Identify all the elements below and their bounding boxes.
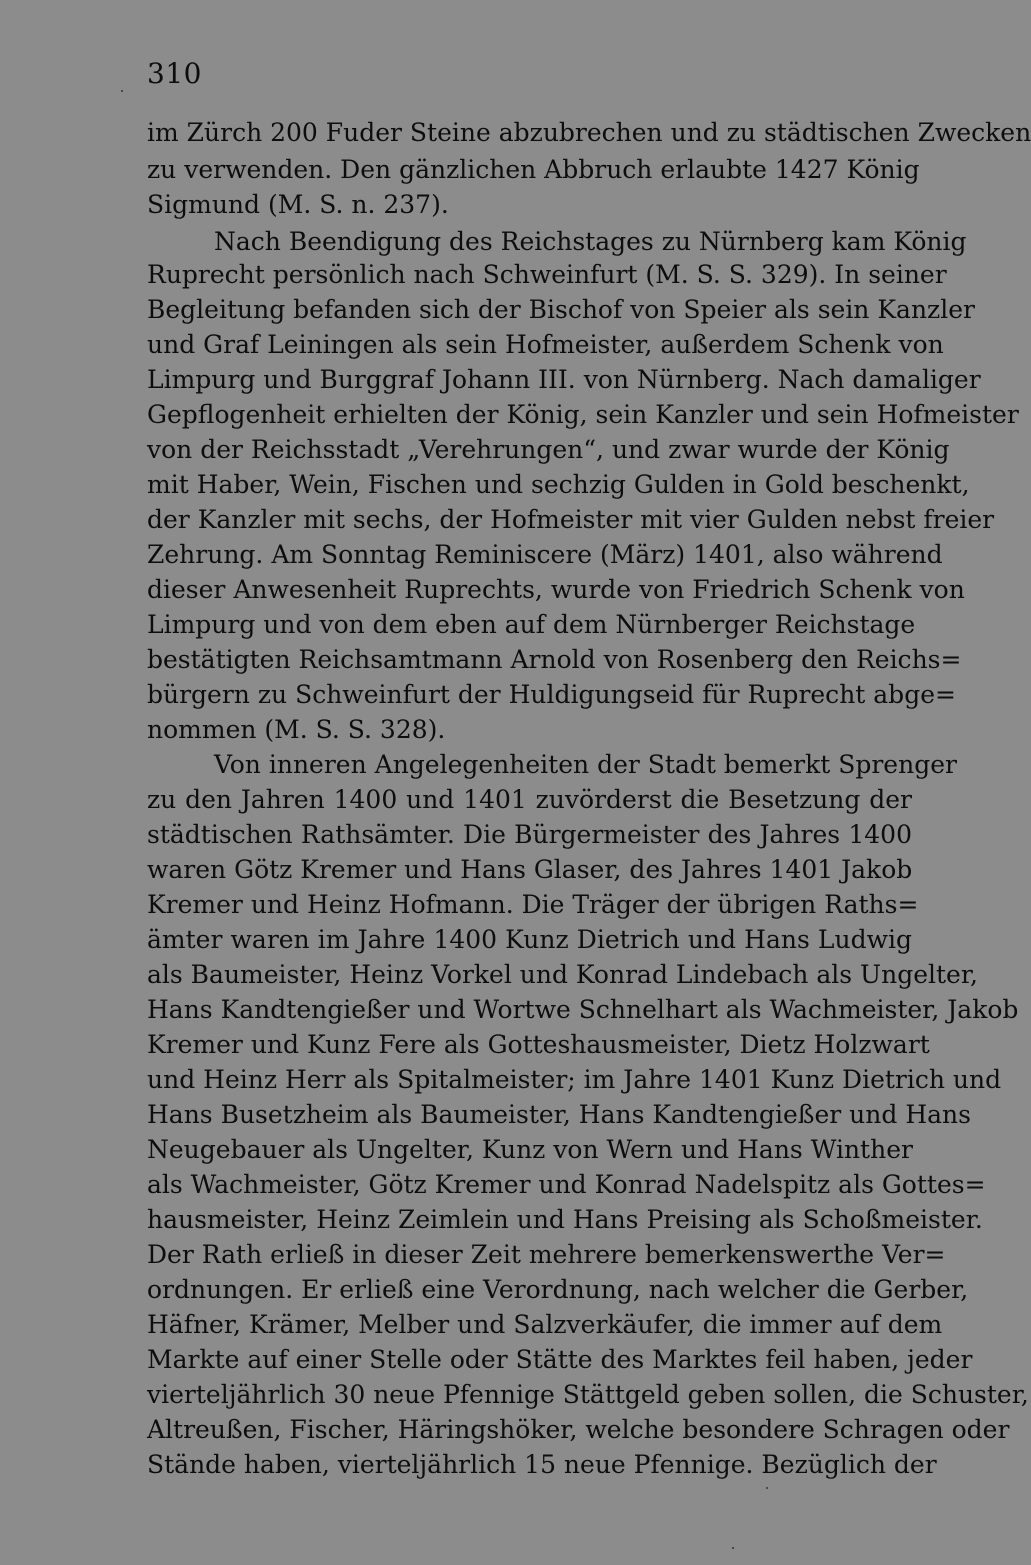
text-line-10: von der Reichsstadt „Verehrungen“, und zwar wurde der König — [147, 435, 950, 464]
text-line-31: als Wachmeister, Götz Kremer und Konrad Nadelspitz als Gottes= — [147, 1170, 986, 1199]
text-line-22: waren Götz Kremer und Hans Glaser, des Jahres 1401 Jakob — [147, 855, 913, 884]
text-line-20: zu den Jahren 1400 und 1401 zuvörderst die Besetzung der — [147, 785, 912, 814]
text-line-25: als Baumeister, Heinz Vorkel und Konrad Lindebach als Ungelter, — [147, 960, 978, 989]
text-line-24: ämter waren im Jahre 1400 Kunz Dietrich und Hans Ludwig — [147, 925, 912, 954]
text-line-37: vierteljährlich 30 neue Pfennige Stättgeld geben sollen, die Schuster, — [147, 1380, 1029, 1409]
text-line-11: mit Haber, Wein, Fischen und sechzig Gulden in Gold beschenkt, — [147, 470, 970, 499]
text-line-12: der Kanzler mit sechs, der Hofmeister mit vier Gulden nebst freier — [147, 505, 995, 534]
text-line-21: städtischen Rathsämter. Die Bürgermeister des Jahres 1400 — [147, 820, 912, 849]
text-line-23: Kremer und Heinz Hofmann. Die Träger der übrigen Raths= — [147, 890, 919, 919]
text-line-8: Limpurg und Burggraf Johann III. von Nürnberg. Nach damaliger — [147, 365, 981, 394]
text-line-15: Limpurg und von dem eben auf dem Nürnberger Reichstage — [147, 610, 916, 639]
text-line-16: bestätigten Reichsamtmann Arnold von Rosenberg den Reichs= — [147, 645, 962, 674]
text-line-17: bürgern zu Schweinfurt der Huldigungseid für Ruprecht abge= — [147, 680, 956, 709]
text-line-7: und Graf Leiningen als sein Hofmeister, außerdem Schenk von — [147, 330, 944, 359]
text-line-2: zu verwenden. Den gänzlichen Abbruch erlaubte 1427 König — [147, 155, 920, 184]
text-line-14: dieser Anwesenheit Ruprechts, wurde von Friedrich Schenk von — [147, 575, 965, 604]
text-line-6: Begleitung befanden sich der Bischof von Speier als sein Kanzler — [147, 295, 975, 324]
text-line-29: Hans Busetzheim als Baumeister, Hans Kandtengießer und Hans — [147, 1100, 971, 1129]
text-line-39: Stände haben, vierteljährlich 15 neue Pfennige. Bezüglich der — [147, 1450, 937, 1479]
text-line-9: Gepflogenheit erhielten der König, sein Kanzler und sein Hofmeister — [147, 400, 1019, 429]
text-line-18: nommen (M. S. S. 328). — [147, 715, 446, 744]
text-line-27: Kremer und Kunz Fere als Gotteshausmeister, Dietz Holzwart — [147, 1030, 930, 1059]
text-line-32: hausmeister, Heinz Zeimlein und Hans Preising als Schoßmeister. — [147, 1205, 983, 1234]
text-line-13: Zehrung. Am Sonntag Reminiscere (März) 1401, also während — [147, 540, 943, 569]
page-number: 310 — [147, 57, 202, 90]
scan-speck — [732, 1547, 734, 1549]
text-line-3: Sigmund (M. S. n. 237). — [147, 190, 449, 219]
text-line-30: Neugebauer als Ungelter, Kunz von Wern und Hans Winther — [147, 1135, 913, 1164]
text-line-26: Hans Kandtengießer und Wortwe Schnelhart als Wachmeister, Jakob — [147, 995, 1019, 1024]
text-line-34: ordnungen. Er erließ eine Verordnung, nach welcher die Gerber, — [147, 1275, 969, 1304]
text-line-4: Nach Beendigung des Reichstages zu Nürnberg kam König — [214, 227, 967, 256]
text-line-36: Markte auf einer Stelle oder Stätte des Marktes feil haben, jeder — [147, 1345, 973, 1374]
text-line-35: Häfner, Krämer, Melber und Salzverkäufer, die immer auf dem — [147, 1310, 943, 1339]
scan-speck — [766, 1487, 768, 1489]
text-line-38: Altreußen, Fischer, Häringshöker, welche besondere Schragen oder — [147, 1415, 1010, 1444]
text-line-33: Der Rath erließ in dieser Zeit mehrere bemerkenswerthe Ver= — [147, 1240, 946, 1269]
text-line-5: Ruprecht persönlich nach Schweinfurt (M. S. S. 329). In seiner — [147, 260, 947, 289]
text-line-28: und Heinz Herr als Spitalmeister; im Jahre 1401 Kunz Dietrich und — [147, 1065, 1002, 1094]
text-line-19: Von inneren Angelegenheiten der Stadt bemerkt Sprenger — [214, 750, 957, 779]
text-line-1: im Zürch 200 Fuder Steine abzubrechen und zu städtischen Zwecken — [147, 118, 1031, 147]
scan-speck — [121, 90, 123, 92]
